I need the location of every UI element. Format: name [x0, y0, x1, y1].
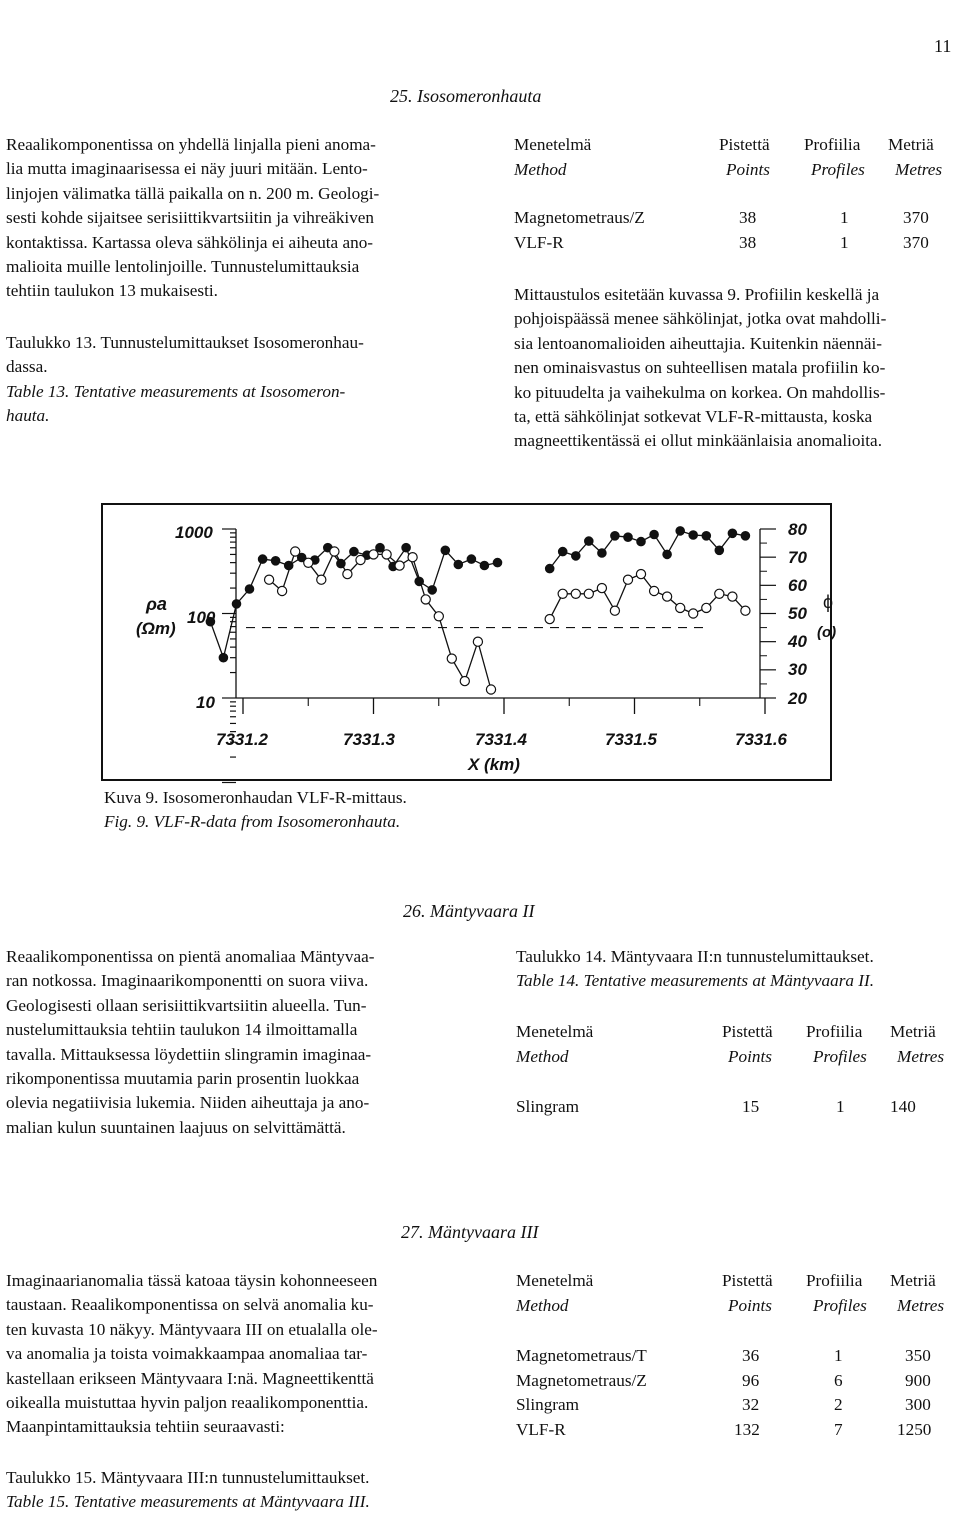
table-cell: 36 [742, 1346, 760, 1366]
table-cell: 7 [834, 1419, 843, 1439]
x-tick-label: 7331.5 [605, 730, 657, 749]
header-cell: Profiles [813, 1295, 867, 1315]
text-line: Geologisesti ollaan serisiittikvartsiitin alueella. Tun- [6, 995, 367, 1015]
text-line: linjojen välimatka tällä paikalla on n. 200 m. Geologi- [6, 183, 380, 203]
phase-point [265, 575, 274, 584]
page-number: 11 [934, 36, 952, 56]
text-line: ta, että sähkölinjat sotkevat VLF-R-mittausta, koska [514, 407, 873, 427]
text-line: olevia negatiivisia lukemia. Niiden aiheuttaja ja ano- [6, 1093, 370, 1113]
resistivity-point [741, 532, 749, 540]
right-tick-label: 30 [788, 660, 807, 679]
text-line: magneettikentässä ei ollut minkäänlaisia anomalioita. [514, 431, 882, 451]
chart-series-points [206, 527, 750, 694]
header-cell: Profiilia [806, 1022, 863, 1041]
table-cell: Magnetometraus/Z [514, 208, 645, 228]
table-header-en [516, 1294, 956, 1319]
phase-point [597, 584, 606, 593]
resistivity-point [258, 555, 266, 563]
resistivity-point [728, 529, 736, 537]
table-cell: VLF-R [516, 1419, 566, 1439]
resistivity-point [689, 531, 697, 539]
text-line: taustaan. Reaalikomponentissa on selvä anomalia ku- [6, 1295, 374, 1315]
resistivity-point [493, 558, 501, 566]
x-axis-label: X (km) [468, 755, 520, 774]
phase-point [434, 612, 443, 621]
table-header-en [516, 1045, 956, 1070]
left-axis-unit: (Ωm) [136, 619, 176, 638]
table-row [516, 1369, 956, 1394]
figure-frame [102, 504, 834, 780]
resistivity-point [337, 559, 345, 567]
text-line: sesti kohde sijaitsee serisiittikvartsiitin ja vihreäkiven [6, 208, 375, 228]
phase-point [356, 555, 365, 564]
caption-line: Kuva 9. Isosomeronhaudan VLF-R-mittaus. [104, 788, 407, 807]
header-cell: Menetelmä [514, 135, 592, 154]
right-tick-label: 60 [788, 576, 807, 595]
table-cell: Slingram [516, 1395, 580, 1415]
table-cell: Magnetometraus/T [516, 1346, 647, 1366]
right-tick-label: 80 [788, 520, 807, 539]
resistivity-point [598, 549, 606, 557]
table-cell: VLF-R [514, 232, 564, 252]
phase-point [460, 677, 469, 686]
x-tick-label: 7331.2 [216, 730, 268, 749]
text-line: nustelumittauksia tehtiin taulukon 14 ilmoittamalla [6, 1020, 358, 1040]
resistivity-point [480, 561, 488, 569]
phase-point [421, 595, 430, 604]
resistivity-point [637, 537, 645, 545]
text-line: tehtiin taulukon 13 mukaisesti. [6, 281, 218, 301]
text-line: Imaginaarianomalia tässä katoaa täysin kohonneeseen [6, 1271, 378, 1290]
caption-line: hauta. [6, 406, 50, 426]
section-27-paragraph [6, 1269, 456, 1440]
header-cell: Profiilia [804, 135, 861, 154]
text-line: kastellaan erikseen Mäntyvaara I:nä. Magneettikenttä [6, 1368, 374, 1388]
table-cell: 6 [834, 1370, 843, 1390]
resistivity-point [585, 537, 593, 545]
table-cell: 15 [742, 1097, 760, 1117]
text-line: tavalla. Mittauksessa löydettiin slingramin imaginaa- [6, 1044, 372, 1064]
text-line: Maanpintamittauksia tehtiin seuraavasti: [6, 1417, 285, 1437]
caption-line: Taulukko 15. Mäntyvaara III:n tunnustelumittaukset. [6, 1468, 370, 1487]
resistivity-point [245, 585, 253, 593]
phase-point [343, 570, 352, 579]
phase-point [650, 586, 659, 595]
phase-point [545, 615, 554, 624]
phase-point [741, 606, 750, 615]
text-line: sia lentoanomalioiden aiheuttajia. Kuitenkin näennäi- [514, 333, 882, 353]
header-cell: Pistettä [722, 1022, 773, 1041]
table-15 [516, 1269, 956, 1443]
caption-line: dassa. [6, 357, 48, 377]
phase-point [278, 586, 287, 595]
caption-line: Table 15. Tentative measurements at Mäntyvaara III. [6, 1492, 370, 1512]
resistivity-point [715, 546, 723, 554]
text-line: pohjoispäässä menee sähkölinjat, jotka ovat mahdolli- [514, 309, 887, 329]
text-line: Mittaustulos esitetään kuvassa 9. Profiilin keskellä ja [514, 285, 880, 304]
caption-line: Table 14. Tentative measurements at Mäntyvaara II. [516, 971, 875, 991]
text-line: malian kulun suuntainen laajuus on selvittämättä. [6, 1117, 346, 1137]
resistivity-point [702, 532, 710, 540]
phase-point [676, 603, 685, 612]
x-tick-label: 7331.4 [475, 730, 527, 749]
resistivity-point [402, 544, 410, 552]
phase-point [584, 589, 593, 598]
table-row [516, 1344, 956, 1369]
phase-point [473, 637, 482, 646]
figure-9-caption [104, 786, 407, 834]
resistivity-point [572, 552, 580, 560]
section-25-heading: 25. Isosomeronhauta [390, 86, 542, 106]
table-cell: 1 [836, 1097, 845, 1117]
table-cell: 900 [905, 1370, 931, 1390]
table-cell: 38 [739, 232, 757, 252]
text-line: kontaktissa. Kartassa oleva sähkölinja ei aiheuta ano- [6, 232, 374, 252]
header-cell: Profiilia [806, 1271, 863, 1290]
text-line: rikomponentissa muutamia parin prosentin luokkaa [6, 1069, 360, 1089]
text-line: lia mutta imaginaarisessa ei näy juuri mitään. Lento- [6, 159, 368, 179]
table-row [516, 1095, 956, 1120]
phase-point [663, 592, 672, 601]
right-tick-label: 20 [788, 689, 807, 708]
table-cell: 132 [734, 1419, 760, 1439]
section-27-heading: 27. Mäntyvaara III [401, 1222, 539, 1242]
left-tick-label: 1000 [175, 523, 213, 542]
header-cell: Metres [897, 1046, 945, 1066]
resistivity-point [271, 557, 279, 565]
table-14-caption [516, 945, 874, 994]
resistivity-point [441, 546, 449, 554]
header-cell: Points [728, 1295, 772, 1315]
text-line: oikealla muistuttaa hyvin paljon reaalikomponenttia. [6, 1393, 369, 1413]
text-line: ran notkossa. Imaginaarikomponentti on suora viiva. [6, 971, 369, 991]
table-cell: 300 [905, 1395, 931, 1415]
table-15-caption [6, 1466, 370, 1515]
resistivity-point [611, 532, 619, 540]
phase-point [623, 575, 632, 584]
phase-point [317, 575, 326, 584]
table-row [516, 1418, 956, 1443]
table-cell: 140 [890, 1097, 916, 1117]
table-cell: 96 [742, 1370, 760, 1390]
header-cell: Metriä [890, 1022, 936, 1041]
right-axis-unit: (o) [817, 624, 837, 641]
table-cell: 350 [905, 1346, 931, 1366]
phase-point [689, 609, 698, 618]
text-line: Reaalikomponentissa on yhdellä linjalla pieni anoma- [6, 135, 376, 154]
phase-point [715, 589, 724, 598]
phase-point [291, 547, 300, 556]
x-tick-label: 7331.6 [735, 730, 787, 749]
table-row [516, 1393, 956, 1418]
caption-line: Fig. 9. VLF-R-data from Isosomeronhauta. [104, 812, 401, 831]
resistivity-point [285, 561, 293, 569]
x-tick-label: 7331.3 [343, 730, 395, 749]
phase-point [486, 685, 495, 694]
phase-point [369, 550, 378, 559]
text-line: ten kuvasta 10 näkyy. Mäntyvaara III on etualalla ole- [6, 1319, 378, 1339]
resistivity-point [219, 654, 227, 662]
resistivity-point [232, 600, 240, 608]
table-cell: 1 [834, 1346, 843, 1366]
header-cell: Method [516, 1295, 569, 1315]
header-cell: Menetelmä [516, 1271, 594, 1290]
table-cell: 2 [834, 1395, 843, 1415]
table-cell: 370 [903, 208, 929, 228]
table-header-fi [516, 1020, 956, 1045]
table-cell: Slingram [516, 1097, 580, 1117]
resistivity-point [559, 547, 567, 555]
table-cell: Magnetometraus/Z [516, 1370, 647, 1390]
resistivity-point [350, 547, 358, 555]
table-cell: 1 [840, 208, 849, 228]
header-cell: Profiles [813, 1046, 867, 1066]
caption-line: Taulukko 14. Mäntyvaara II:n tunnustelumittaukset. [516, 947, 874, 966]
right-tick-label: 70 [788, 548, 807, 567]
header-cell: Metriä [888, 135, 934, 154]
phase-point [636, 570, 645, 579]
left-tick-label: 100 [187, 608, 216, 627]
phase-point [702, 603, 711, 612]
text-line: nen ominaisvastus on suhteellisen matala profiilin ko- [514, 358, 886, 378]
resistivity-point [624, 533, 632, 541]
phase-point [610, 606, 619, 615]
left-tick-label: 10 [196, 693, 215, 712]
header-cell: Method [514, 159, 567, 179]
header-cell: Points [726, 159, 770, 179]
resistivity-point [415, 577, 423, 585]
resistivity-point [428, 586, 436, 594]
table-14 [516, 1020, 956, 1120]
phase-point [571, 589, 580, 598]
phase-point [304, 558, 313, 567]
phase-point [558, 589, 567, 598]
header-cell: Profiles [811, 159, 865, 179]
right-tick-label: 40 [788, 632, 807, 651]
text-line: va anomalia ja toista voimakkaampaa anomaliaa tar- [6, 1344, 368, 1364]
phase-point [395, 561, 404, 570]
header-cell: Pistettä [719, 135, 770, 154]
phase-point [382, 550, 391, 559]
phase-point [408, 553, 417, 562]
section-26-heading: 26. Mäntyvaara II [403, 901, 535, 921]
table-cell: 32 [742, 1395, 760, 1415]
right-axis-symbol: ϕ [823, 592, 834, 612]
phase-point [447, 654, 456, 663]
left-axis-symbol: ρa [146, 594, 167, 614]
resistivity-point [650, 530, 658, 538]
section-26-paragraph [6, 945, 454, 1140]
text-line: ko pituudelta ja vaihekulma on korkea. On mahdollis- [514, 382, 886, 402]
resistivity-point [546, 564, 554, 572]
phase-point [330, 547, 339, 556]
phase-point [728, 592, 737, 601]
resistivity-point [467, 555, 475, 563]
header-cell: Metres [895, 159, 943, 179]
caption-line: Table 13. Tentative measurements at Isosomeron- [6, 381, 346, 401]
header-cell: Pistettä [722, 1271, 773, 1290]
right-tick-label: 50 [788, 604, 807, 623]
header-cell: Method [516, 1046, 569, 1066]
resistivity-point [454, 560, 462, 568]
table-cell: 38 [739, 208, 757, 228]
resistivity-point [676, 527, 684, 535]
table-header-fi [516, 1269, 956, 1294]
text-line: malioita muille lentolinjoille. Tunnustelumittauksia [6, 257, 360, 277]
text-line: Reaalikomponentissa on pientä anomaliaa Mäntyvaa- [6, 947, 375, 966]
table-cell: 1250 [897, 1419, 932, 1439]
table-cell: 1 [840, 232, 849, 252]
resistivity-point [663, 550, 671, 558]
header-cell: Points [728, 1046, 772, 1066]
table-cell: 370 [903, 232, 929, 252]
caption-line: Taulukko 13. Tunnustelumittaukset Isosomeronhau- [6, 333, 364, 352]
header-cell: Menetelmä [516, 1022, 594, 1041]
header-cell: Metriä [890, 1271, 936, 1290]
phase-line [269, 552, 491, 690]
header-cell: Metres [897, 1295, 945, 1315]
